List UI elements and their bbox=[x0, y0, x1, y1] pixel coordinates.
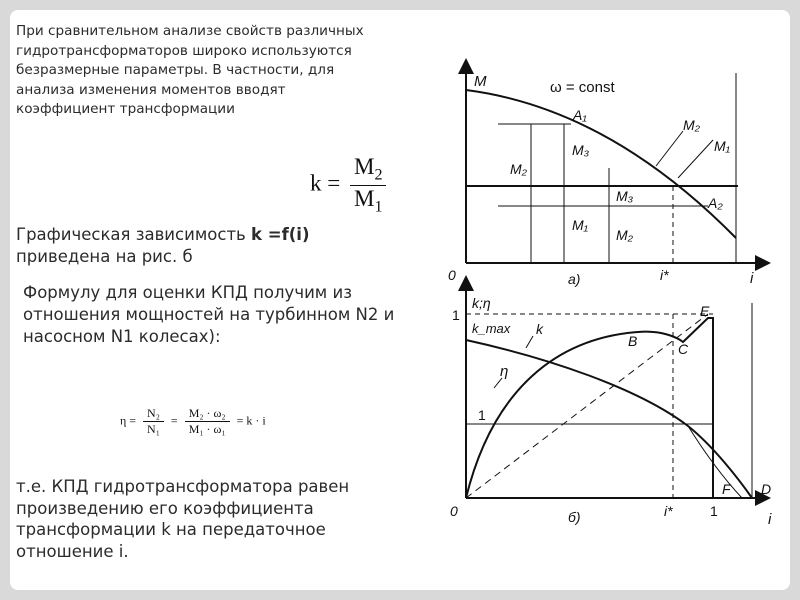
fig-a-label-a1: A₁ bbox=[573, 107, 587, 123]
k-fraction bbox=[350, 154, 387, 216]
fig-b-diagonal bbox=[466, 314, 708, 498]
eta-lhs: η = bbox=[120, 413, 137, 428]
fig-b-eta-curve bbox=[466, 318, 713, 498]
fig-b-point-d: D bbox=[761, 481, 772, 497]
fig-a-istar: i* bbox=[660, 267, 669, 283]
fig-a-m2-curve bbox=[466, 90, 736, 238]
graph-caption-prefix: Графическая зависимость bbox=[16, 225, 252, 244]
k-numerator-sub: 2 bbox=[374, 166, 383, 184]
graph-caption-suffix: приведена на рис. б bbox=[16, 247, 193, 266]
conclusion-paragraph: т.е. КПД гидротрансформатора равен произведению его коэффициента трансформации k на передаточное отношение i. bbox=[16, 477, 350, 561]
graph-caption bbox=[16, 224, 396, 268]
k-formula bbox=[310, 154, 390, 216]
fig-a-label-m3: M₃ bbox=[572, 142, 590, 158]
fig-a-label-m1: M₁ bbox=[572, 217, 589, 233]
fig-b-kmax: k_max bbox=[472, 321, 511, 336]
graph-caption-bold: k =f(i) bbox=[251, 225, 310, 244]
eta-f1-num: N₂ bbox=[143, 406, 164, 422]
fig-a-axis-x: i bbox=[750, 270, 754, 287]
fig-b-one-top: 1 bbox=[452, 307, 460, 323]
fig-b-point-b: B bbox=[628, 333, 638, 349]
fig-a-label-m1-line: M₁ bbox=[714, 138, 731, 154]
figure bbox=[438, 58, 783, 528]
kpd-paragraph: Формулу для оценки КПД получим из отношения мощностей на турбинном N2 и насосном N1 колесах): bbox=[23, 283, 395, 346]
fig-a-origin: 0 bbox=[448, 267, 456, 283]
eta-f1-den: N₁ bbox=[147, 422, 160, 436]
eta-fraction-1 bbox=[143, 406, 164, 437]
fig-a-m1-pointer bbox=[678, 140, 713, 178]
fig-a-label-m2-curve: M₂ bbox=[683, 117, 701, 133]
fig-b-point-e: E bbox=[700, 303, 710, 319]
fig-b-k-curve bbox=[466, 340, 752, 498]
figure-b bbox=[466, 283, 763, 498]
fig-b-point-f: F bbox=[722, 481, 731, 497]
fig-a-axis-y: M bbox=[474, 73, 487, 90]
fig-b-one-x: 1 bbox=[710, 503, 718, 519]
eta-fraction-2 bbox=[185, 406, 230, 437]
eta-eq: = bbox=[170, 413, 178, 428]
intro-paragraph: При сравнительном анализе свойств различных гидротрансформаторов широко используются безразмерные параметры. В частности, для анализа изменения моментов вводят коэффициент трансформации bbox=[16, 23, 364, 117]
fig-b-k-pointer bbox=[526, 336, 533, 348]
eta-rhs: = k · i bbox=[236, 413, 266, 428]
k-numerator: M bbox=[353, 154, 375, 179]
k-formula-lhs: k = bbox=[310, 170, 341, 196]
fig-a-label-m2: M₂ bbox=[510, 161, 528, 177]
fig-b-caption: б) bbox=[568, 509, 581, 525]
fig-b-origin: 0 bbox=[450, 503, 458, 519]
fig-a-m2-pointer bbox=[656, 131, 683, 166]
eta-formula bbox=[120, 406, 266, 437]
fig-b-k-tail bbox=[688, 426, 742, 498]
fig-a-label-a2: A₂ bbox=[708, 195, 723, 211]
fig-a-title: ω = const bbox=[550, 79, 615, 96]
k-denominator-sub: 1 bbox=[374, 198, 383, 216]
fig-b-point-c: C bbox=[678, 341, 689, 357]
fig-a-label-m3-b: M₃ bbox=[616, 188, 634, 204]
fig-a-label-m2-b: M₂ bbox=[616, 227, 634, 243]
fig-b-istar: i* bbox=[664, 503, 673, 519]
fig-b-eta-label: η bbox=[500, 363, 509, 380]
k-denominator: M bbox=[353, 185, 375, 211]
fig-b-axis-x: i bbox=[768, 511, 772, 528]
fig-b-one-mid: 1 bbox=[478, 407, 486, 423]
eta-f2-num: M₂ · ω₂ bbox=[185, 406, 230, 422]
fig-b-k-label: k bbox=[536, 321, 543, 337]
eta-f2-den: M₁ · ω₁ bbox=[188, 422, 226, 436]
slide bbox=[10, 10, 790, 590]
fig-b-axis-y: k;η bbox=[472, 295, 491, 311]
fig-a-caption: а) bbox=[568, 271, 581, 287]
